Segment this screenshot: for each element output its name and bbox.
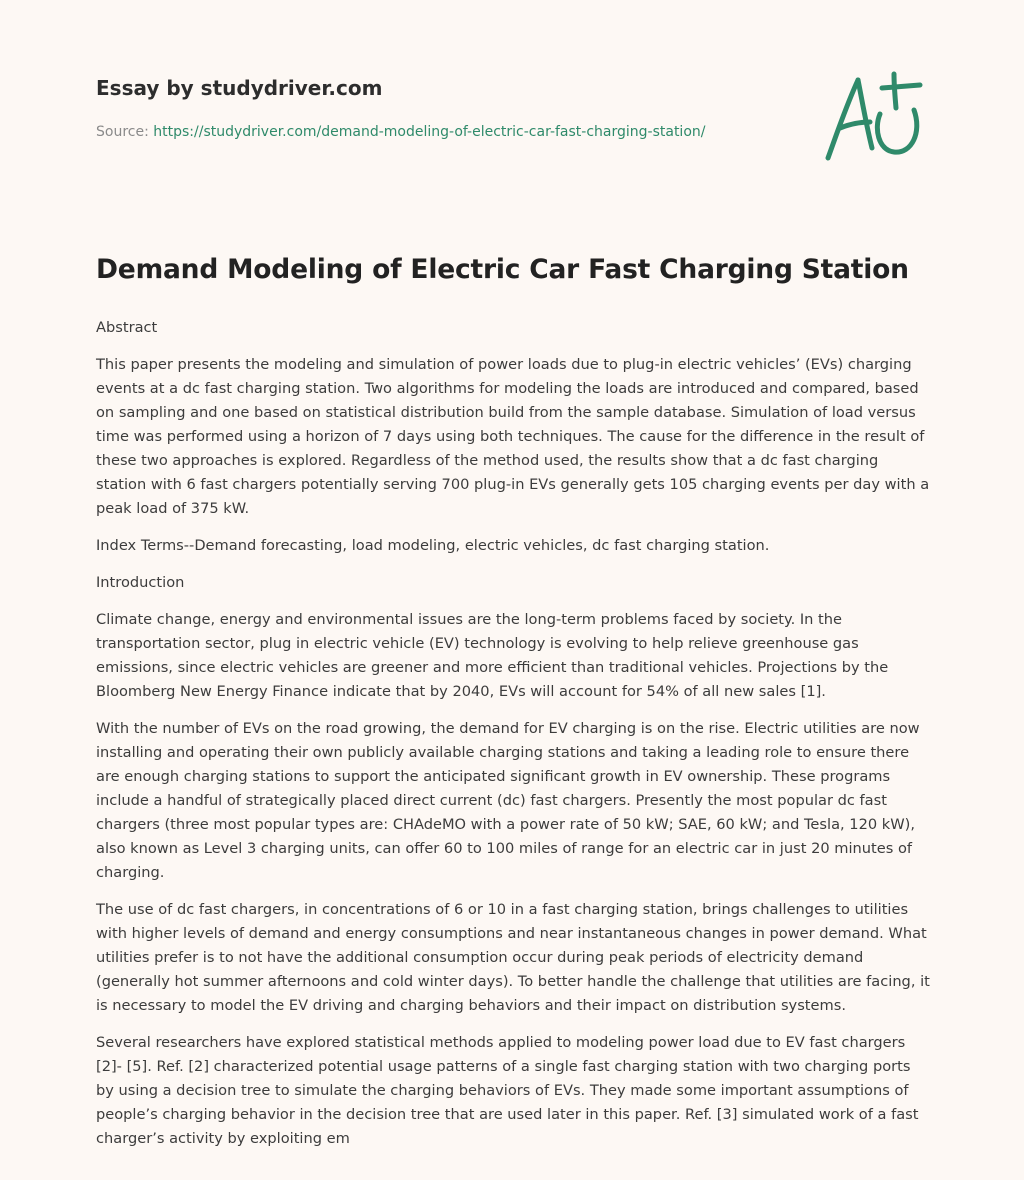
document-title: Demand Modeling of Electric Car Fast Charging Station: [96, 254, 909, 285]
source-label: Source:: [96, 124, 154, 140]
body-paragraph: The use of dc fast chargers, in concentrations of 6 or 10 in a fast charging station, brings challenges to utilities with higher levels of demand and energy consumptions and near instantaneous changes in power demand. What utilities prefer is to not have the additional consumption occur during peak periods of electricity demand (generally hot summer afternoons and cold winter days). To better handle the challenge that utilities are facing, it is necessary to model the EV driving and charging behaviors and their impact on distribution systems.: [96, 901, 930, 1014]
introduction-heading: Introduction: [96, 574, 185, 591]
body-paragraph: Climate change, energy and environmental issues are the long-term problems faced by society. In the transportation sector, plug in electric vehicle (EV) technology is evolving to help relieve greenhouse gas emissions, since electric vehicles are greener and more efficient than traditional vehicles. Projections by the Bloomberg New Energy Finance indicate that by 2040, EVs will account for 54% of all new sales [1].: [96, 611, 889, 700]
document-body: [96, 316, 932, 1164]
source-line: [96, 124, 705, 140]
abstract-paragraph: This paper presents the modeling and simulation of power loads due to plug-in electric vehicles’ (EVs) charging events at a dc fast charging station. Two algorithms for modeling the loads are introduced and compared, based on sampling and one based on statistical distribution build from the sample database. Simulation of load versus time was performed using a horizon of 7 days using both techniques. The cause for the difference in the result of these two approaches is explored. Regardless of the method used, the results show that a dc fast charging station with 6 fast chargers potentially serving 700 plug-in EVs generally gets 105 charging events per day with a peak load of 375 kW.: [96, 356, 930, 517]
abstract-heading: Abstract: [96, 319, 158, 336]
body-paragraph: With the number of EVs on the road growing, the demand for EV charging is on the rise. Electric utilities are now installing and operating their own publicly available charging stations and taking a leading role to ensure there are enough charging stations to support the anticipated significant growth in EV ownership. These programs include a handful of strategically placed direct current (dc) fast chargers. Presently the most popular dc fast chargers (three most popular types are: CHAdeMO with a power rate of 50 kW; SAE, 60 kW; and Tesla, 120 kW), also known as Level 3 charging units, can offer 60 to 100 miles of range for an electric car in just 20 minutes of charging.: [96, 720, 920, 881]
body-paragraph: Several researchers have explored statistical methods applied to modeling power load due to EV fast chargers [2]- [5]. Ref. [2] characterized potential usage patterns of a single fast charging station with two charging ports by using a decision tree to simulate the charging behaviors of EVs. They made some important assumptions of people’s charging behavior in the decision tree that are used later in this paper. Ref. [3] simulated work of a fast charger’s activity by exploiting em: [96, 1034, 919, 1147]
index-terms: Index Terms--Demand forecasting, load modeling, electric vehicles, dc fast charging station.: [96, 537, 770, 554]
a-plus-logo-icon: [818, 66, 928, 166]
site-title: Essay by studydriver.com: [96, 76, 383, 100]
source-link[interactable]: https://studydriver.com/demand-modeling-of-electric-car-fast-charging-station/: [153, 124, 706, 140]
